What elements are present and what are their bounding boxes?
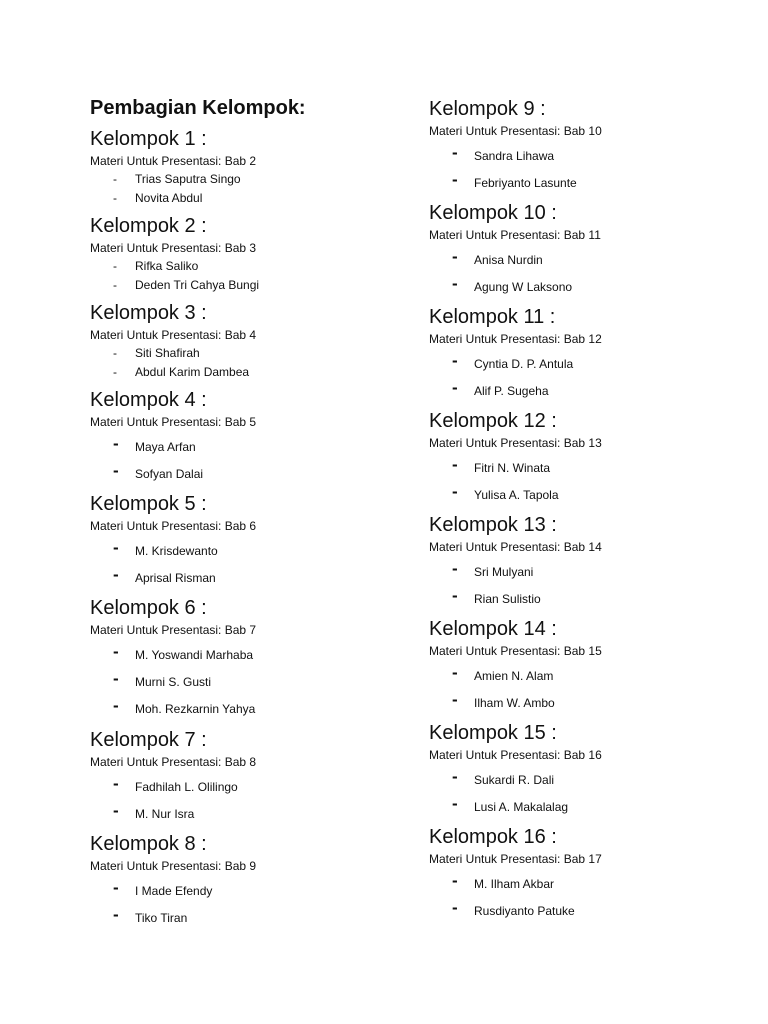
member-name: Fitri N. Winata [474, 461, 551, 475]
group-6 [90, 595, 410, 723]
dash-bullet-icon: - [113, 538, 119, 557]
group-5 [90, 491, 410, 592]
member-item [90, 257, 410, 276]
group-heading: Kelompok 2 : [90, 215, 207, 237]
group-heading: Kelompok 10 : [429, 202, 557, 224]
member-list [429, 455, 749, 509]
group-9 [429, 96, 749, 197]
group-heading: Kelompok 5 : [90, 493, 207, 515]
dash-bullet-icon: - [113, 346, 117, 360]
group-4 [90, 387, 410, 488]
member-item [90, 801, 410, 828]
member-name: Deden Tri Cahya Bungi [135, 277, 260, 292]
member-item [429, 351, 749, 378]
member-item [90, 642, 410, 669]
group-materi: Materi Untuk Presentasi: Bab 10 [429, 124, 602, 138]
member-item [90, 363, 410, 382]
member-list [429, 559, 749, 613]
dash-bullet-icon: - [452, 663, 458, 682]
member-list [90, 538, 410, 592]
member-item [429, 559, 749, 586]
member-name: Cyntia D. P. Antula [474, 357, 574, 371]
member-item [90, 696, 410, 723]
member-item [90, 565, 410, 592]
member-list [429, 663, 749, 717]
member-name: Sandra Lihawa [474, 149, 555, 163]
member-item [429, 767, 749, 794]
dash-bullet-icon: - [113, 642, 119, 661]
dash-bullet-icon: - [113, 277, 117, 292]
dash-bullet-icon: - [113, 696, 119, 715]
member-list [90, 774, 410, 828]
member-item [429, 898, 749, 925]
group-materi: Materi Untuk Presentasi: Bab 17 [429, 852, 602, 866]
dash-bullet-icon: - [452, 559, 458, 578]
member-name: Maya Arfan [135, 440, 196, 454]
member-item [429, 794, 749, 821]
member-item [429, 690, 749, 717]
member-item [429, 274, 749, 301]
group-8 [90, 831, 410, 932]
group-materi: Materi Untuk Presentasi: Bab 4 [90, 328, 257, 342]
group-heading: Kelompok 4 : [90, 389, 207, 411]
member-item [90, 878, 410, 905]
dash-bullet-icon: - [113, 190, 117, 205]
group-heading: Kelompok 1 : [90, 128, 207, 150]
member-item [90, 905, 410, 932]
member-item [90, 461, 410, 488]
member-name: M. Ilham Akbar [474, 877, 555, 891]
dash-bullet-icon: - [452, 794, 458, 813]
member-name: Siti Shafirah [135, 346, 200, 360]
dash-bullet-icon: - [452, 586, 458, 605]
group-11 [429, 304, 749, 405]
group-materi: Materi Untuk Presentasi: Bab 8 [90, 755, 257, 769]
group-materi: Materi Untuk Presentasi: Bab 16 [429, 748, 602, 762]
member-name: Tiko Tiran [135, 911, 188, 925]
member-list [90, 878, 410, 932]
dash-bullet-icon: - [452, 690, 458, 709]
member-name: M. Yoswandi Marhaba [135, 648, 254, 662]
group-materi: Materi Untuk Presentasi: Bab 13 [429, 436, 602, 450]
member-item [429, 455, 749, 482]
group-heading: Kelompok 16 : [429, 826, 557, 848]
member-name: Rusdiyanto Patuke [474, 904, 575, 918]
dash-bullet-icon: - [113, 434, 119, 453]
group-14 [429, 616, 749, 717]
group-heading: Kelompok 8 : [90, 833, 207, 855]
dash-bullet-icon: - [452, 351, 458, 370]
group-heading: Kelompok 6 : [90, 597, 207, 619]
group-heading: Kelompok 7 : [90, 729, 207, 751]
group-materi: Materi Untuk Presentasi: Bab 11 [429, 228, 601, 242]
dash-bullet-icon: - [452, 898, 458, 917]
member-name: Trias Saputra Singo [135, 172, 241, 186]
member-list [429, 143, 749, 197]
member-list [90, 434, 410, 488]
group-3 [90, 300, 410, 381]
member-list [90, 170, 410, 207]
dash-bullet-icon: - [452, 143, 458, 162]
member-item [429, 871, 749, 898]
member-name: Fadhilah L. Olilingo [135, 780, 238, 794]
group-materi: Materi Untuk Presentasi: Bab 12 [429, 332, 602, 346]
group-materi: Materi Untuk Presentasi: Bab 15 [429, 644, 602, 658]
member-name: Rian Sulistio [474, 592, 541, 606]
group-12 [429, 408, 749, 509]
group-13 [429, 512, 749, 613]
member-name: Alif P. Sugeha [474, 384, 549, 398]
group-heading: Kelompok 12 : [429, 410, 557, 432]
member-name: Moh. Rezkarnin Yahya [135, 702, 256, 716]
member-list [90, 344, 410, 381]
group-materi: Materi Untuk Presentasi: Bab 5 [90, 415, 257, 429]
member-item [90, 170, 410, 189]
document-title: Pembagian Kelompok: [90, 97, 306, 119]
dash-bullet-icon: - [452, 247, 458, 266]
dash-bullet-icon: - [113, 878, 119, 897]
group-materi: Materi Untuk Presentasi: Bab 3 [90, 241, 257, 255]
member-name: Yulisa A. Tapola [474, 488, 559, 502]
group-heading: Kelompok 13 : [429, 514, 557, 536]
member-item [429, 247, 749, 274]
dash-bullet-icon: - [113, 669, 119, 688]
member-item [429, 170, 749, 197]
dash-bullet-icon: - [452, 170, 458, 189]
group-materi: Materi Untuk Presentasi: Bab 7 [90, 623, 257, 637]
member-name: Amien N. Alam [474, 669, 554, 683]
dash-bullet-icon: - [113, 172, 117, 186]
group-heading: Kelompok 15 : [429, 722, 557, 744]
dash-bullet-icon: - [113, 905, 119, 924]
dash-bullet-icon: - [113, 774, 119, 793]
group-heading: Kelompok 3 : [90, 302, 207, 324]
member-name: Agung W Laksono [474, 280, 573, 294]
member-name: Sukardi R. Dali [474, 773, 555, 787]
dash-bullet-icon: - [113, 461, 119, 480]
dash-bullet-icon: - [452, 378, 458, 397]
member-item [90, 276, 410, 295]
dash-bullet-icon: - [452, 455, 458, 474]
member-name: I Made Efendy [135, 884, 213, 898]
member-name: M. Krisdewanto [135, 544, 218, 558]
member-list [90, 257, 410, 294]
group-materi: Materi Untuk Presentasi: Bab 2 [90, 154, 257, 168]
group-7 [90, 727, 410, 828]
member-name: M. Nur Isra [135, 807, 195, 821]
dash-bullet-icon: - [113, 801, 119, 820]
member-item [90, 669, 410, 696]
member-name: Murni S. Gusti [135, 675, 212, 689]
member-item [90, 774, 410, 801]
member-name: Sofyan Dalai [135, 467, 204, 481]
dash-bullet-icon: - [452, 274, 458, 293]
member-item [90, 189, 410, 208]
member-name: Novita Abdul [135, 190, 203, 205]
group-heading: Kelompok 11 : [429, 306, 556, 328]
member-item [429, 663, 749, 690]
group-15 [429, 720, 749, 821]
member-list [429, 871, 749, 925]
group-materi: Materi Untuk Presentasi: Bab 14 [429, 540, 602, 554]
dash-bullet-icon: - [452, 767, 458, 786]
group-2 [90, 213, 410, 294]
group-10 [429, 200, 749, 301]
member-name: Lusi A. Makalalag [474, 800, 569, 814]
member-item [90, 344, 410, 363]
member-item [429, 143, 749, 170]
dash-bullet-icon: - [452, 871, 458, 890]
member-name: Rifka Saliko [135, 259, 199, 273]
group-1 [90, 126, 410, 207]
member-item [429, 378, 749, 405]
group-heading: Kelompok 14 : [429, 618, 557, 640]
member-list [429, 351, 749, 405]
member-item [429, 586, 749, 613]
member-name: Abdul Karim Dambea [135, 364, 250, 379]
member-name: Aprisal Risman [135, 571, 216, 585]
member-list [90, 642, 410, 723]
member-list [429, 247, 749, 301]
member-item [90, 538, 410, 565]
dash-bullet-icon: - [113, 259, 117, 273]
member-item [90, 434, 410, 461]
member-name: Anisa Nurdin [474, 253, 543, 267]
group-heading: Kelompok 9 : [429, 98, 546, 120]
group-materi: Materi Untuk Presentasi: Bab 9 [90, 859, 257, 873]
dash-bullet-icon: - [113, 364, 117, 379]
dash-bullet-icon: - [452, 482, 458, 501]
member-list [429, 767, 749, 821]
member-name: Sri Mulyani [474, 565, 534, 579]
member-name: Febriyanto Lasunte [474, 176, 577, 190]
member-item [429, 482, 749, 509]
group-16 [429, 824, 749, 925]
dash-bullet-icon: - [113, 565, 119, 584]
member-name: Ilham W. Ambo [474, 696, 555, 710]
group-materi: Materi Untuk Presentasi: Bab 6 [90, 519, 257, 533]
